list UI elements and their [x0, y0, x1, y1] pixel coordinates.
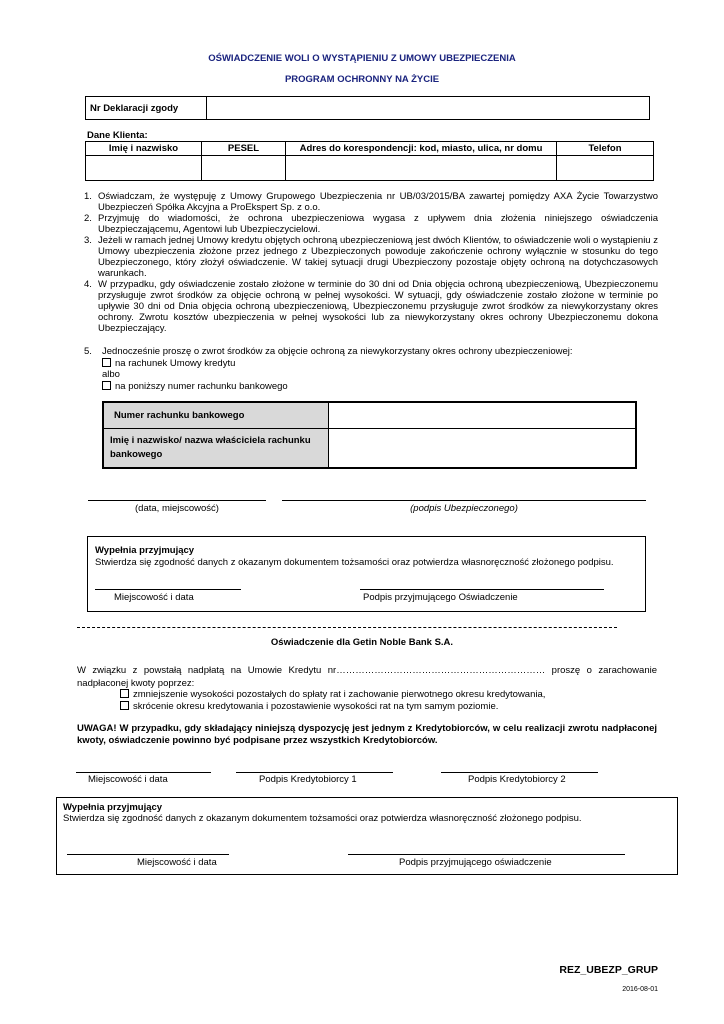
date-place-caption: (data, miejscowość): [135, 503, 219, 514]
bank-option-shorten-checkbox[interactable]: [120, 701, 129, 710]
receiver-2-place-date-line[interactable]: [67, 854, 229, 855]
receiver-box-2-text: Stwierdza się zgodność danych z okazanym dokumentem tożsamości oraz potwierdza własnoręczność złożonego podpisu.: [63, 813, 582, 824]
client-data-heading: Dane Klienta:: [87, 130, 148, 141]
account-owner-field[interactable]: [329, 428, 637, 468]
bank-place-date-line[interactable]: [76, 772, 211, 773]
receiver-1-place-date-caption: Miejscowość i data: [114, 592, 194, 603]
clauses-list: [84, 191, 658, 334]
borrower-1-signature-caption: Podpis Kredytobiorcy 1: [259, 774, 357, 785]
clause-item: 3. Jeżeli w ramach jednej Umowy kredytu objętych ochroną ubezpieczeniową jest dwóch Klientów, to oświadczenie woli o wystąpieniu z Umowy ubezpieczenia złożone przez jednego z Ubezpieczonych powoduje zakończenie ochrony wyłącznie w stosunku do tego Ubezpieczonego, który złożył oświadczenie. W takiej sytuacji drugi Ubezpieczony pozostaje objęty ochroną na dotychczasowych warunkach.: [84, 235, 658, 279]
declaration-number-table: [85, 96, 650, 120]
form-date: 2016-08-01: [622, 986, 658, 993]
column-pesel: PESEL: [202, 142, 286, 156]
refund-option-loan-checkbox[interactable]: [102, 358, 111, 367]
bank-option-shorten-label: skrócenie okresu kredytowania i pozostawienie wysokości rat na tym samym poziomie.: [133, 701, 499, 712]
bank-warning: UWAGA! W przypadku, gdy składający niniejszą dyspozycję jest jednym z Kredytobiorców, w celu realizacji zwrotu nadpłaconej kwoty, oświadczenie powinno być podpisane przez wszystkich Kredytobiorców.: [77, 723, 657, 746]
receiver-box-1-text: Stwierdza się zgodność danych z okazanym dokumentem tożsamości oraz potwierdza własnoręczność złożonego podpisu.: [95, 557, 614, 568]
refund-number: 5.: [84, 346, 92, 357]
column-phone: Telefon: [557, 142, 654, 156]
account-number-field[interactable]: [329, 402, 637, 428]
document-subtitle: PROGRAM OCHRONNY NA ŻYCIE: [284, 74, 440, 85]
borrower-2-signature-caption: Podpis Kredytobiorcy 2: [468, 774, 566, 785]
refund-text: Jednocześnie proszę o zwrot środków za objęcie ochroną za niewykorzystany okres ochrony ubezpieczeniowej:: [102, 346, 573, 357]
cut-line: [77, 627, 617, 628]
receiver-1-signature-line[interactable]: [360, 589, 604, 590]
receiver-box-1-title: Wypełnia przyjmujący: [95, 545, 195, 556]
bank-account-table: [102, 401, 637, 469]
client-address-field[interactable]: [286, 156, 557, 181]
client-name-field[interactable]: [86, 156, 202, 181]
bank-option-reduce: [120, 689, 545, 700]
bank-option-shorten: [120, 701, 498, 712]
declaration-number-label: Nr Deklaracji zgody: [86, 97, 207, 120]
receiver-1-place-date-line[interactable]: [95, 589, 241, 590]
refund-option-account-checkbox[interactable]: [102, 381, 111, 390]
receiver-2-place-date-caption: Miejscowość i data: [137, 857, 217, 868]
account-number-label: Numer rachunku bankowego: [103, 402, 329, 428]
borrower-2-signature-line[interactable]: [441, 772, 598, 773]
account-owner-label: Imię i nazwisko/ nazwa właściciela rachunku bankowego: [103, 428, 329, 468]
form-code: REZ_UBEZP_GRUP: [559, 964, 658, 976]
client-data-table: [85, 141, 654, 181]
clause-item: 2. Przyjmuję do wiadomości, że ochrona ubezpieczeniowa wygasa z upływem dnia złożenia niniejszego oświadczenia Ubezpieczającemu, Agentowi lub Ubezpieczycielowi.: [84, 213, 658, 235]
insured-signature-caption: (podpis Ubezpieczonego): [410, 503, 518, 514]
clause-item: 1. Oświadczam, że występuję z Umowy Grupowego Ubezpieczenia nr UB/03/2015/BA zawartej pomiędzy AXA Życie Towarzystwo Ubezpieczeń Spółka Akcyjna a ProEkspert Sp. z o.o.: [84, 191, 658, 213]
client-phone-field[interactable]: [557, 156, 654, 181]
refund-option-loan-label: na rachunek Umowy kredytu: [115, 357, 236, 369]
column-name: Imię i nazwisko: [86, 142, 202, 156]
bank-place-date-caption: Miejscowość i data: [88, 774, 168, 785]
bank-option-reduce-label: zmniejszenie wysokości pozostałych do spłaty rat i zachowanie pierwotnego okresu kredytowania,: [133, 689, 546, 700]
bank-option-reduce-checkbox[interactable]: [120, 689, 129, 698]
clause-item: 4. W przypadku, gdy oświadczenie zostało złożone w terminie do 30 dni od Dnia objęcia ochroną ubezpieczeniową, Ubezpieczonemu przysługuje zwrot środków za objęcie ochroną w pełnej wysokości. W sytuacji, gdy oświadczenie zostało złożone w terminie po upływie 30 dni od Dnia objęcia ochroną ubezpieczeniową, Ubezpieczonemu przysługuje zwrot środków za niewykorzystany okres ochrony. Zwrotu kosztów ubezpieczenia w pełnej wysokości lub za niewykorzystany okres ochrony Ubezpieczonemu dokona Ubezpieczający.: [84, 279, 658, 334]
column-address: Adres do korespondencji: kod, miasto, ulica, nr domu: [286, 142, 557, 156]
refund-or: albo: [102, 369, 120, 380]
receiver-1-signature-caption: Podpis przyjmującego Oświadczenie: [363, 592, 518, 603]
document-title: OŚWIADCZENIE WOLI O WYSTĄPIENIU Z UMOWY UBEZPIECZENIA: [208, 53, 516, 64]
receiver-2-signature-line[interactable]: [348, 854, 625, 855]
borrower-1-signature-line[interactable]: [236, 772, 393, 773]
insured-signature-line[interactable]: [282, 500, 646, 501]
bank-section-title: Oświadczenie dla Getin Noble Bank S.A.: [270, 637, 454, 648]
declaration-number-field[interactable]: [207, 97, 650, 120]
refund-option-account-label: na poniższy numer rachunku bankowego: [115, 380, 288, 392]
date-place-line[interactable]: [88, 500, 266, 501]
receiver-box-2: [56, 797, 678, 875]
client-pesel-field[interactable]: [202, 156, 286, 181]
receiver-box-2-title: Wypełnia przyjmujący: [63, 802, 163, 813]
refund-request: [84, 346, 658, 392]
receiver-2-signature-caption: Podpis przyjmującego oświadczenie: [399, 857, 552, 868]
bank-intro: W związku z powstałą nadpłatą na Umowie Kredytu nr………………………………………………………… proszę o zarachowanie nadpłaconej kwoty poprzez:: [77, 665, 657, 689]
receiver-box-1: [87, 536, 646, 612]
